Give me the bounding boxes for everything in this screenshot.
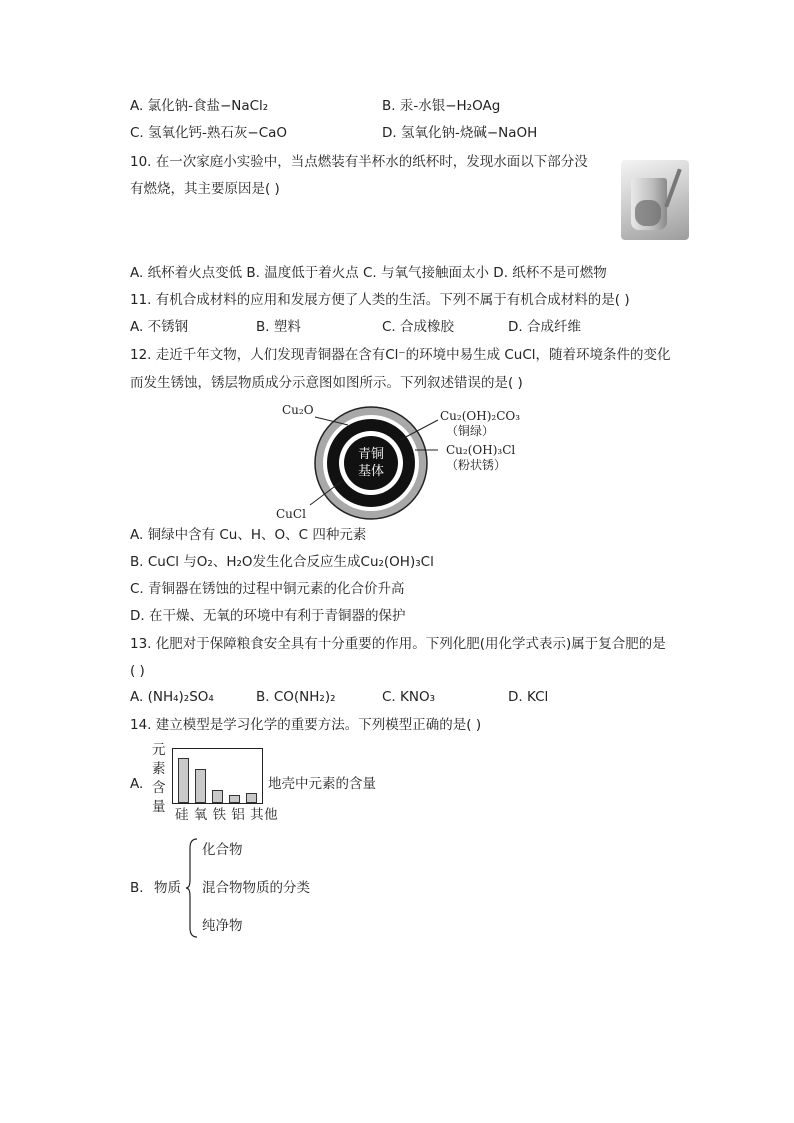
q13-stem-line1: 13. 化肥对于保障粮食安全具有十分重要的作用。下列化肥(用化学式表示)属于复合肥的是 (130, 636, 666, 652)
chart-ylabel-char: 素 (152, 761, 166, 777)
q14-stem: 14. 建立模型是学习化学的重要方法。下列模型正确的是( ) (130, 717, 482, 733)
q12-stem-line2: 而发生锈蚀，锈层物质成分示意图如图所示。下列叙述错误的是( ) (130, 375, 523, 391)
q10-stem-line2: 有燃烧，其主要原因是( ) (130, 181, 280, 197)
chart-bar-2 (195, 769, 206, 803)
chart-ylabel (152, 741, 168, 817)
label-cucl: CuCl (276, 507, 306, 521)
q12-option-a: A. 铜绿中含有 Cu、H、O、C 四种元素 (130, 527, 367, 543)
element-content-chart (172, 748, 263, 804)
q9-option-a: A. 氯化钠-食盐−NaCl₂ (130, 98, 269, 114)
classification-item-compound: 化合物 (202, 842, 243, 858)
core-label-line2: 基体 (358, 464, 385, 479)
q14-option-a-label: A. (130, 776, 144, 792)
label-powdery-rust: （粉状锈） (446, 458, 507, 472)
chart-bar-1 (178, 758, 189, 803)
q9-option-c: C. 氢氧化钙-熟石灰−CaO (130, 125, 288, 141)
classification-item-pure: 纯净物 (202, 918, 243, 934)
q10-options: A. 纸杯着火点变低 B. 温度低于着火点 C. 与氧气接触面太小 D. 纸杯不是可燃物 (130, 265, 607, 281)
chart-x-tick-labels: 硅 氧 铁 铝 其他 (175, 807, 279, 823)
q13-option-c: C. KNO₃ (382, 689, 435, 705)
chart-bar-3 (212, 790, 223, 803)
chart-ylabel-char: 元 (152, 742, 166, 758)
core-label-line1: 青铜 (358, 447, 385, 462)
label-basic-copper-chloride: Cu₂(OH)₃Cl (446, 443, 516, 457)
label-verdigris: （铜绿） (446, 424, 495, 438)
chart-ylabel-char: 量 (152, 799, 166, 815)
classification-item-mixture: 混合物物质的分类 (202, 880, 310, 896)
q13-option-a: A. (NH₄)₂SO₄ (130, 689, 214, 705)
chart-bar-5 (246, 793, 257, 803)
classification-root: 物质 (154, 880, 181, 896)
q13-option-b: B. CO(NH₂)₂ (256, 689, 336, 705)
q11-option-a: A. 不锈钢 (130, 319, 189, 335)
q13-option-d: D. KCl (508, 689, 549, 705)
q12-option-d: D. 在干燥、无氧的环境中有利于青铜器的保护 (130, 608, 406, 624)
q13-stem-line2: ( ) (130, 663, 145, 679)
q11-option-b: B. 塑料 (256, 319, 301, 335)
q14-option-b-label: B. (130, 880, 144, 896)
q12-stem-line1: 12. 走近千年文物，人们发现青铜器在含有Cl⁻的环境中易生成 CuCl，随着环境条件的变化 (130, 347, 671, 363)
label-basic-copper-carbonate: Cu₂(OH)₂CO₃ (440, 409, 521, 423)
label-cu2o: Cu₂O (282, 403, 314, 417)
q12-option-b: B. CuCl 与O₂、H₂O发生化合反应生成Cu₂(OH)₃Cl (130, 554, 434, 570)
chart-ylabel-char: 含 (152, 780, 166, 796)
paper-cup-photo (621, 160, 689, 240)
q9-option-b: B. 汞-水银−H₂OAg (382, 98, 501, 114)
chart-bar-4 (229, 795, 240, 803)
q11-stem: 11. 有机合成材料的应用和发展方便了人类的生活。下列不属于有机合成材料的是( ) (130, 292, 630, 308)
left-brace (186, 838, 198, 938)
q11-option-d: D. 合成纤维 (508, 319, 581, 335)
q12-option-c: C. 青铜器在锈蚀的过程中铜元素的化合价升高 (130, 581, 405, 597)
q11-option-c: C. 合成橡胶 (382, 319, 455, 335)
q9-option-d: D. 氢氧化钠-烧碱−NaOH (382, 125, 538, 141)
q10-stem-line1: 10. 在一次家庭小实验中，当点燃装有半杯水的纸杯时，发现水面以下部分没 (130, 154, 588, 170)
chart-caption: 地壳中元素的含量 (268, 776, 376, 792)
